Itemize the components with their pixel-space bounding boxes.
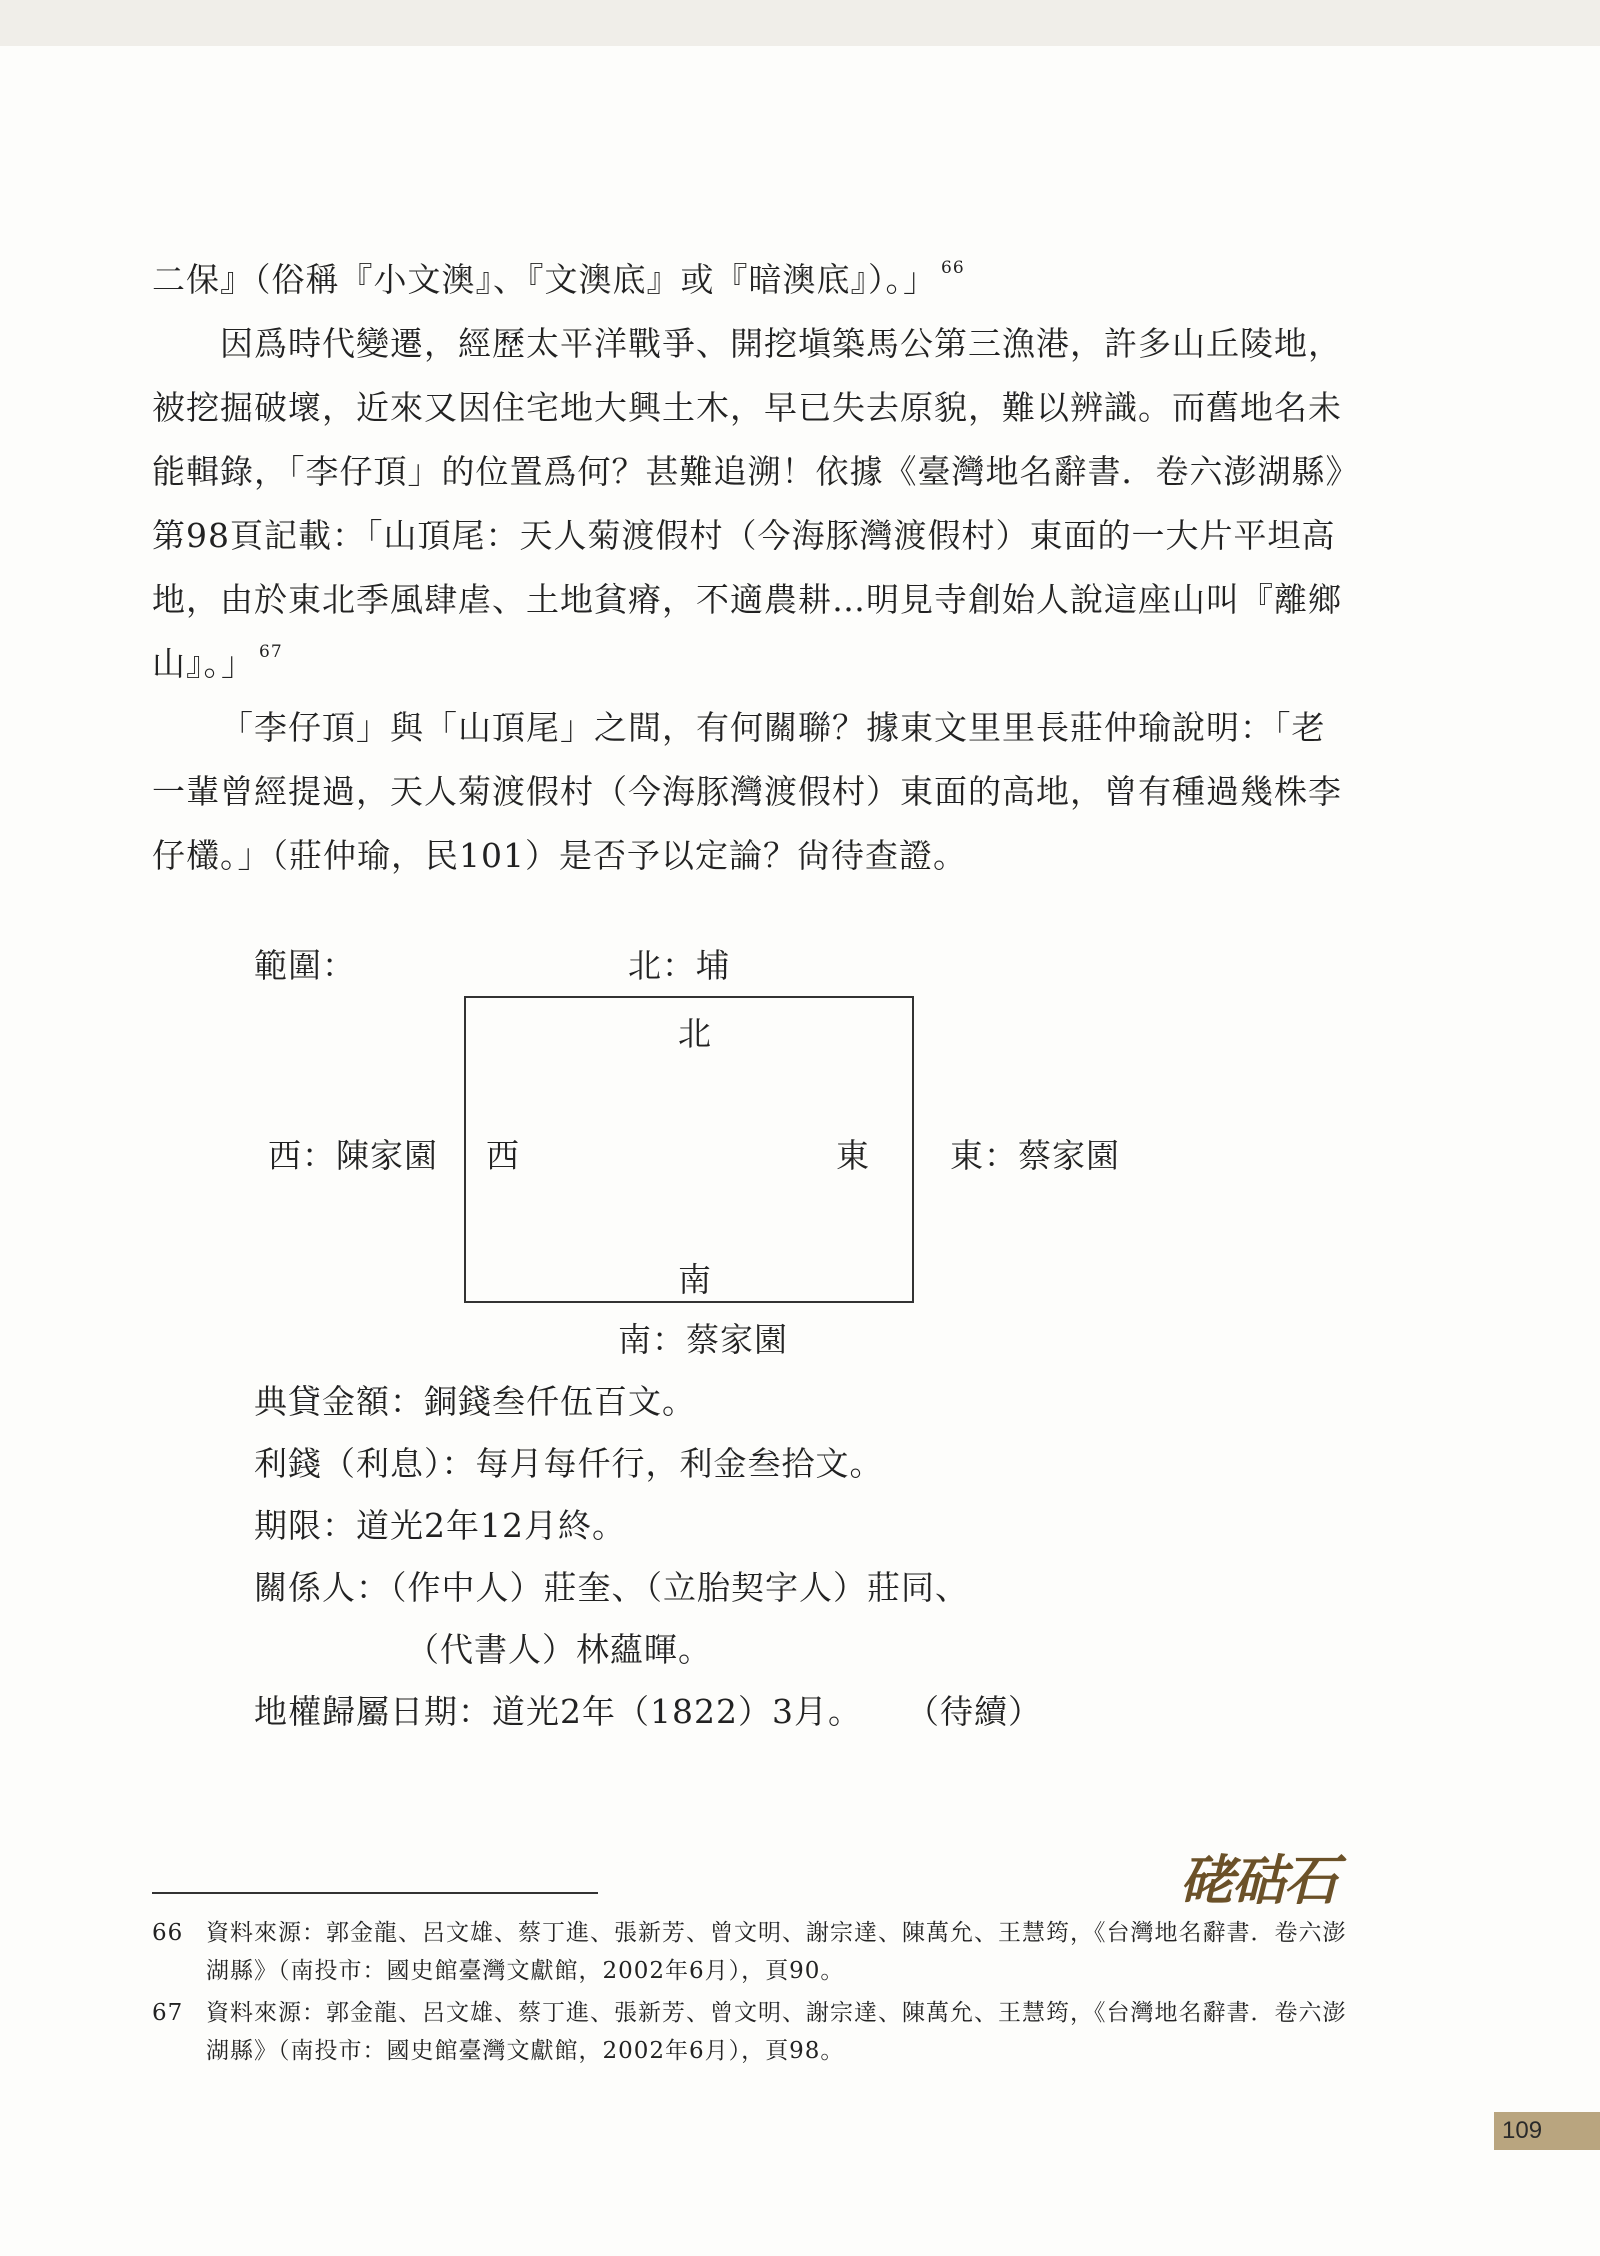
footnote-66 <box>152 1914 1352 1990</box>
diagram-label: 範圍： <box>254 946 356 985</box>
diagram-outer-south: 南：蔡家園 <box>618 1320 788 1359</box>
paragraph-1-text: 二保』（俗稱『小文澳』、『文澳底』或『暗澳底』）。」 <box>152 260 937 299</box>
footnote-number: 67 <box>152 2000 184 2026</box>
diagram-inner-south: 南 <box>678 1260 712 1299</box>
detail-interest: 利錢（利息）：每月每仟行，利金叁拾文。 <box>254 1444 884 1483</box>
paragraph-1 <box>152 248 1352 312</box>
paragraph-2 <box>152 312 1352 696</box>
footnote-text: 資料來源：郭金龍、呂文雄、蔡丁進、張新芳、曾文明、謝宗達、陳萬允、王慧筠，《台灣地名辭書．卷六澎湖縣》（南投市：國史館臺灣文獻館，2002年6月），頁98。 <box>206 2000 1347 2064</box>
footnote-text: 資料來源：郭金龍、呂文雄、蔡丁進、張新芳、曾文明、謝宗達、陳萬允、王慧筠，《台灣地名辭書．卷六澎湖縣》（南投市：國史館臺灣文獻館，2002年6月），頁90。 <box>206 1920 1347 1984</box>
detail-parties-line-1: 關係人：（作中人）莊奎、（立胎契字人）莊同、 <box>254 1568 969 1607</box>
diagram-inner-north: 北 <box>678 1014 712 1053</box>
diagram-inner-west: 西 <box>486 1136 520 1175</box>
paragraph-2-text: 因爲時代變遷，經歷太平洋戰爭、開挖塡築馬公第三漁港，許多山丘陵地，被挖掘破壞，近來又因住宅地大興土木，早已失去原貌，難以辨識。而舊地名未能輯錄，「李仔頂」的位置爲何？甚難追溯！依據《臺灣地名辭書．卷六澎湖縣》第98頁記載：「山頂尾：天人菊渡假村（今海豚灣渡假村）東面的一大片平坦高地，由於東北季風肆虐、土地貧瘠，不適農耕…明見寺創始人說這座山叫『離鄉山』。」 <box>152 324 1343 683</box>
diagram-outer-east: 東：蔡家園 <box>950 1136 1120 1175</box>
paragraph-3: 「李仔頂」與「山頂尾」之間，有何關聯？據東文里里長莊仲瑜說明：「老一輩曾經提過，天人菊渡假村（今海豚灣渡假村）東面的高地，曾有種過幾株李仔欉。」（莊仲瑜，民101）是否予以定論？尙待查證。 <box>152 708 1342 875</box>
footnote-ref-66: 66 <box>941 258 965 278</box>
top-margin <box>0 0 1600 46</box>
detail-parties-line-2: （代書人）林蘊暉。 <box>406 1630 712 1669</box>
footnote-ref-67: 67 <box>259 642 283 662</box>
diagram-inner-east: 東 <box>836 1136 870 1175</box>
detail-term: 期限：道光2年12月終。 <box>254 1506 626 1545</box>
page-number: 109 <box>1494 2112 1600 2150</box>
footnote-number: 66 <box>152 1920 184 1946</box>
body-text <box>152 248 1352 888</box>
footnote-rule <box>152 1892 598 1894</box>
diagram-outer-west: 西：陳家園 <box>268 1136 438 1175</box>
to-be-continued: （待續） <box>906 1692 1042 1731</box>
detail-date: 地權歸屬日期：道光2年（1822）3月。 <box>254 1692 862 1731</box>
detail-amount: 典貸金額：銅錢叁仟伍百文。 <box>254 1382 696 1421</box>
diagram-outer-north: 北：埔 <box>628 946 730 985</box>
magazine-logo: 硓𥑮石 <box>1180 1848 1336 1912</box>
footnote-67 <box>152 1994 1352 2070</box>
